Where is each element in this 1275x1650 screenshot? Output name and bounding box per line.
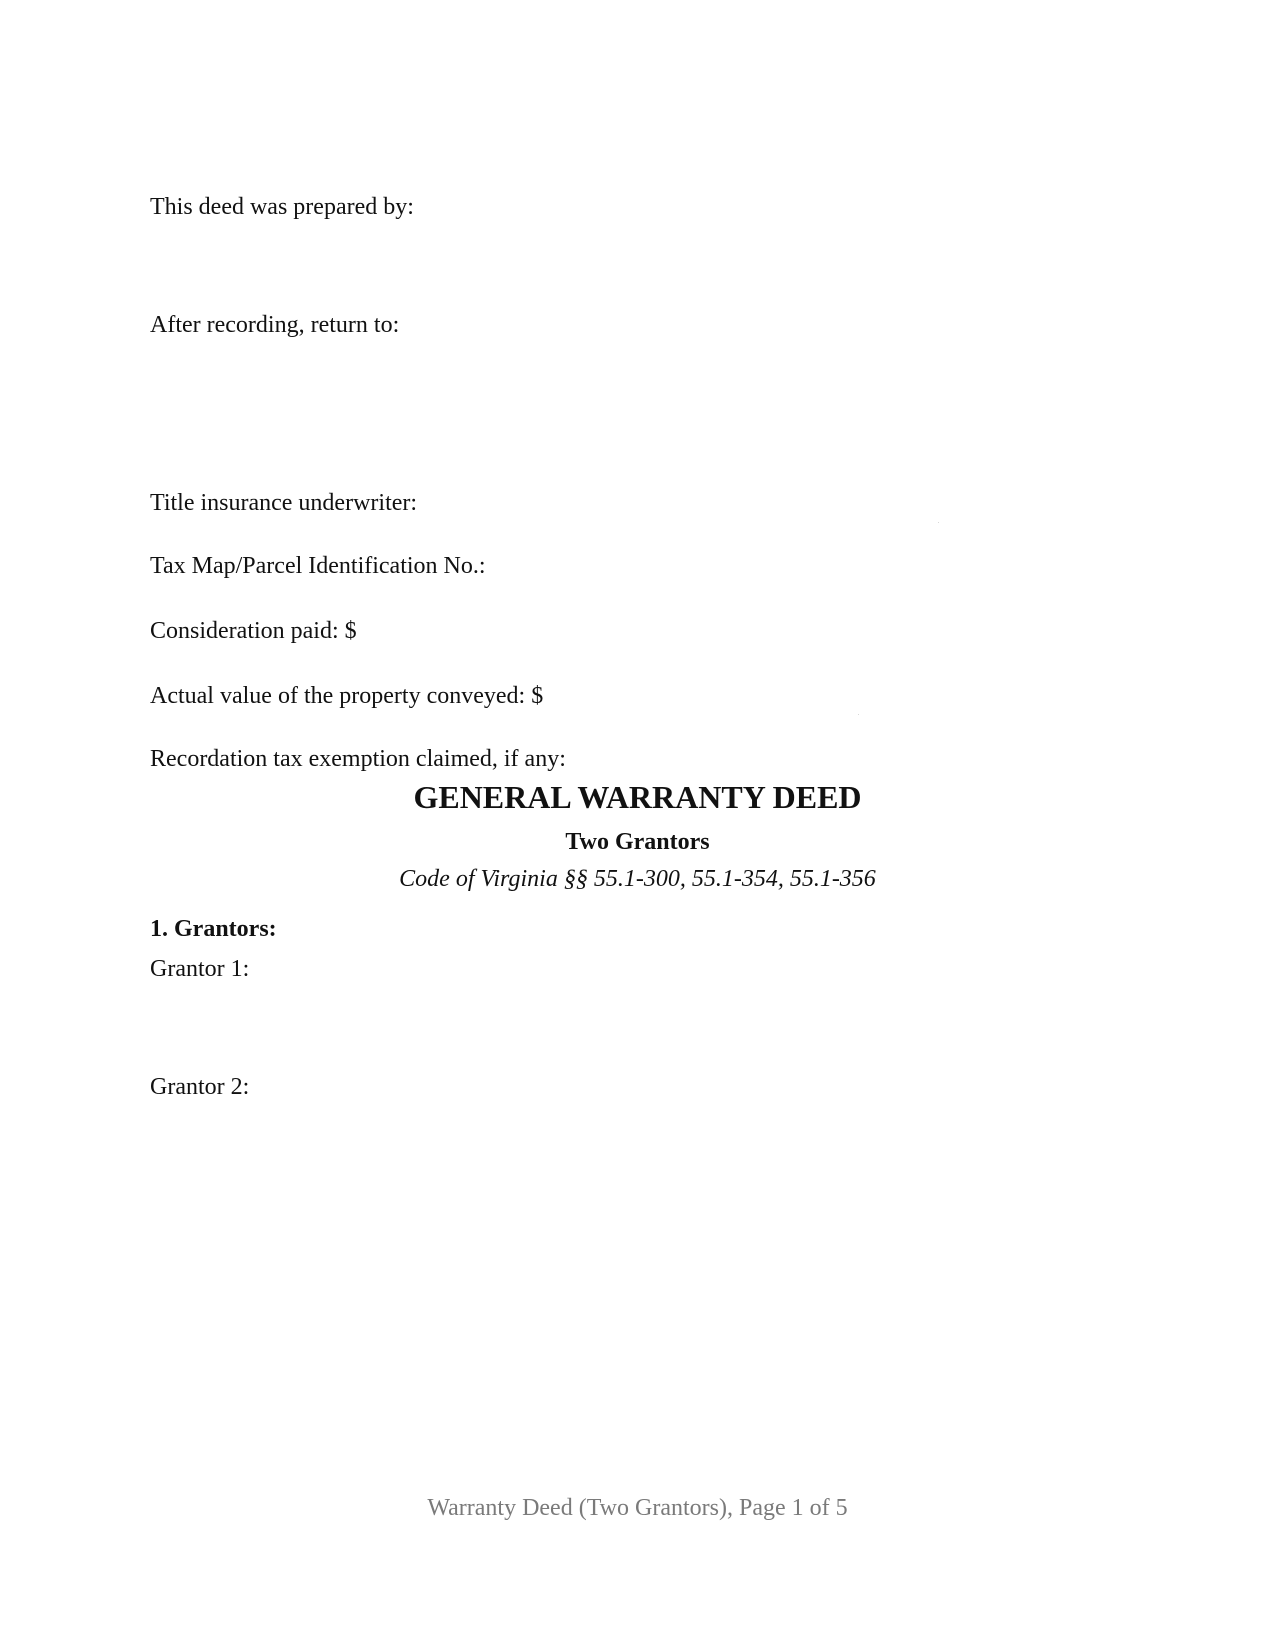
document-subtitle: Two Grantors bbox=[565, 829, 710, 855]
exemption-label: Recordation tax exemption claimed, if any: bbox=[150, 746, 566, 772]
grantor-2-label: Grantor 2: bbox=[150, 1074, 250, 1100]
grantor-1-label: Grantor 1: bbox=[150, 956, 250, 982]
prepared-by-label: This deed was prepared by: bbox=[150, 194, 414, 220]
document-title: GENERAL WARRANTY DEED bbox=[413, 779, 862, 815]
page-footer: Warranty Deed (Two Grantors), Page 1 of 5 bbox=[427, 1495, 848, 1521]
grantors-heading: 1. Grantors: bbox=[150, 916, 277, 942]
actual-value-label: Actual value of the property conveyed: $ bbox=[150, 683, 544, 709]
scan-speck bbox=[858, 714, 859, 715]
consideration-label: Consideration paid: $ bbox=[150, 618, 357, 644]
return-to-label: After recording, return to: bbox=[150, 312, 400, 338]
statute-citation: Code of Virginia §§ 55.1-300, 55.1-354, 55.1-356 bbox=[399, 866, 876, 892]
tax-map-label: Tax Map/Parcel Identification No.: bbox=[150, 553, 486, 579]
underwriter-label: Title insurance underwriter: bbox=[150, 490, 418, 516]
scan-speck bbox=[938, 522, 939, 523]
